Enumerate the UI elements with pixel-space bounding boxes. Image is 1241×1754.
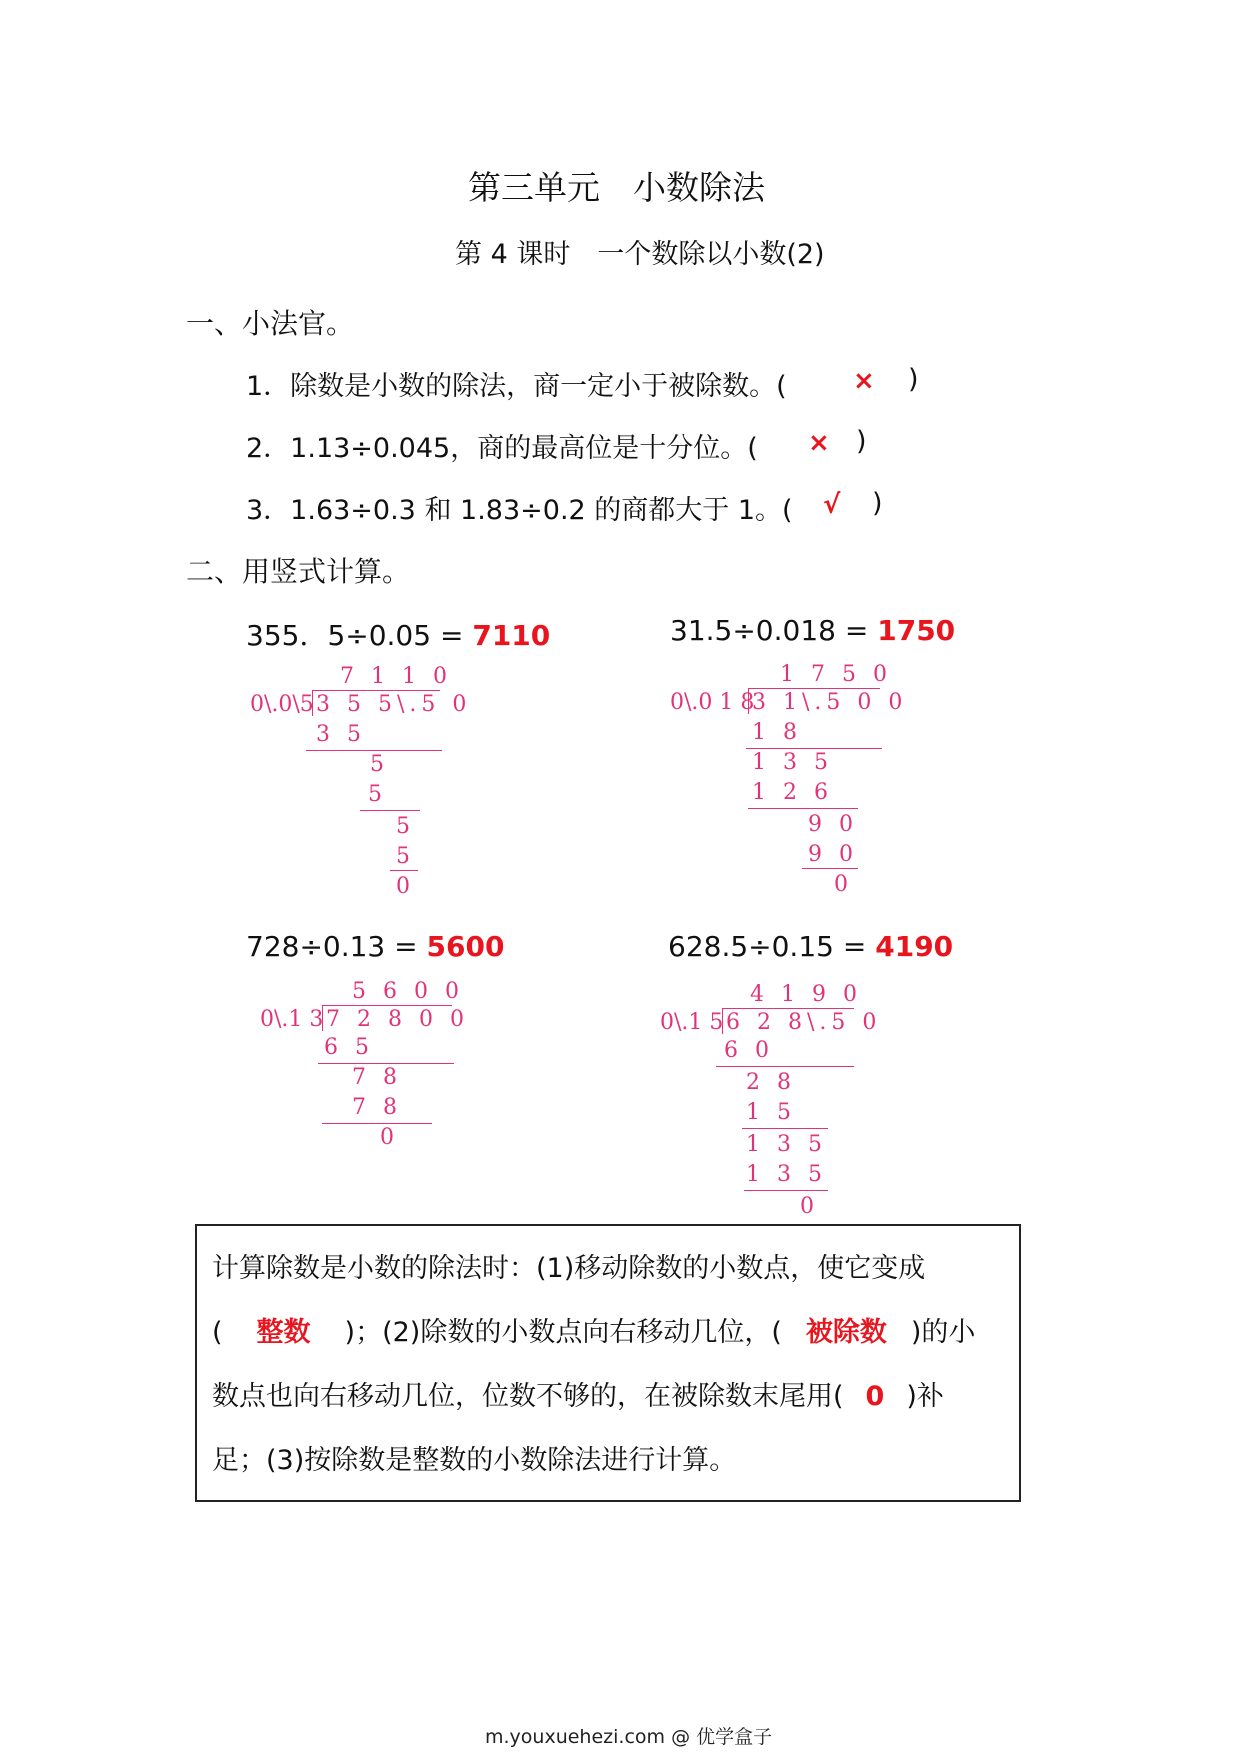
step-row: 5 <box>368 782 387 807</box>
problem-4-equation <box>668 930 953 963</box>
summary-text: 数点也向右移动几位，位数不够的，在被除数末尾用( <box>212 1381 844 1412</box>
summary-line-3 <box>212 1374 944 1413</box>
problem-expression: 31.5÷0.018 = <box>670 614 869 647</box>
problem-expression: 728÷0.13 = <box>246 930 418 963</box>
step-row: 1 3 5 <box>752 750 833 775</box>
step-line <box>318 1063 454 1064</box>
judge-mark-3: √ <box>823 490 841 520</box>
step-row: 5 <box>396 814 415 839</box>
problem-expression: 355．5÷0.05 = <box>246 619 464 652</box>
problem-1-long-division <box>250 662 472 902</box>
problem-2-equation <box>670 614 955 647</box>
divisor: 0\.0\5 <box>250 692 314 717</box>
step-line <box>360 810 420 811</box>
step-row: 7 8 <box>352 1065 402 1090</box>
dividend: 3 1\.5 0 0 <box>752 690 908 715</box>
step-line <box>390 870 418 871</box>
step-row: 6 5 <box>324 1035 374 1060</box>
problem-result: 5600 <box>426 930 505 963</box>
lesson-subtitle: 第 4 课时 一个数除以小数(2) <box>455 239 825 270</box>
step-row: 1 8 <box>752 720 802 745</box>
judge-item-3 <box>246 488 793 527</box>
step-row: 6 0 <box>724 1038 774 1063</box>
problem-2-long-division <box>670 660 908 900</box>
footer-watermark: m.youxuehezi.com @ 优学盒子 <box>485 1726 773 1748</box>
step-row: 9 0 <box>808 812 858 837</box>
step-row: 1 3 5 <box>746 1132 827 1157</box>
page-title: 第三单元 小数除法 <box>468 168 765 207</box>
step-line <box>742 1128 828 1129</box>
judge-mark-2: × <box>808 428 830 458</box>
section-1-heading: 一、小法官。 <box>186 307 355 340</box>
quotient: 7 1 1 0 <box>340 664 452 689</box>
step-row: 9 0 <box>808 842 858 867</box>
step-row: 0 <box>396 874 415 899</box>
step-row: 2 8 <box>746 1070 796 1095</box>
step-row: 5 <box>370 752 389 777</box>
summary-box <box>195 1224 1021 1502</box>
step-line <box>716 1066 854 1067</box>
judge-item-text: 3．1.63÷0.3 和 1.83÷0.2 的商都大于 1。( <box>246 495 793 526</box>
summary-line-1: 计算除数是小数的除法时：(1)移动除数的小数点，使它变成 <box>212 1253 926 1284</box>
fill-blank-dividend: 被除数 <box>805 1317 887 1348</box>
step-row: 1 5 <box>746 1100 796 1125</box>
summary-text: )的小 <box>910 1317 976 1348</box>
summary-text: )补 <box>906 1381 944 1412</box>
step-line <box>802 868 858 869</box>
problem-result: 7110 <box>472 619 551 652</box>
summary-text: ( <box>212 1317 223 1348</box>
step-row: 1 2 6 <box>752 780 833 805</box>
step-row: 7 8 <box>352 1095 402 1120</box>
problem-result: 4190 <box>875 930 954 963</box>
problem-3-equation <box>246 930 504 963</box>
step-row: 0 <box>380 1125 399 1150</box>
division-bar <box>722 1008 854 1009</box>
section-2-heading: 二、用竖式计算。 <box>186 555 411 588</box>
step-line <box>322 1123 432 1124</box>
divisor: 0\.1 3 <box>260 1007 324 1032</box>
judge-item-text: 2．1.13÷0.045，商的最高位是十分位。( <box>246 433 758 464</box>
divisor: 0\.0 1 8 <box>670 690 755 715</box>
problem-3-long-division <box>260 977 469 1167</box>
quotient: 5 6 0 0 <box>352 979 464 1004</box>
problem-1-equation <box>246 614 550 654</box>
divisor: 0\.1 5 <box>660 1010 724 1035</box>
step-row: 5 <box>396 844 415 869</box>
problem-result: 1750 <box>877 614 956 647</box>
judge-mark-1: × <box>853 366 875 396</box>
summary-line-2 <box>212 1310 975 1349</box>
division-bar <box>322 1005 452 1006</box>
judge-item-2 <box>246 426 758 465</box>
quotient: 4 1 9 0 <box>750 982 862 1007</box>
step-line <box>746 748 882 749</box>
step-row: 0 <box>800 1194 819 1219</box>
fill-blank-integer: 整数 <box>256 1317 311 1348</box>
division-bar <box>748 688 880 689</box>
step-row: 1 3 5 <box>746 1162 827 1187</box>
judge-item-1 <box>246 364 787 403</box>
judge-close-3: ) <box>872 488 883 519</box>
dividend: 6 2 8\.5 0 <box>726 1010 882 1035</box>
dividend: 3 5 5\.5 0 <box>316 692 472 717</box>
step-line <box>744 1190 828 1191</box>
division-bar <box>312 690 440 691</box>
step-line <box>748 808 858 809</box>
problem-4-long-division <box>660 980 890 1220</box>
fill-blank-zero: 0 <box>865 1381 885 1412</box>
step-line <box>306 750 442 751</box>
quotient: 1 7 5 0 <box>780 662 892 687</box>
summary-text: )；(2)除数的小数点向右移动几位，( <box>344 1317 782 1348</box>
summary-line-4: 足；(3)按除数是整数的小数除法进行计算。 <box>212 1445 737 1476</box>
step-row: 3 5 <box>316 722 366 747</box>
dividend: 7 2 8 0 0 <box>326 1007 469 1032</box>
judge-close-2: ) <box>856 426 867 457</box>
problem-expression: 628.5÷0.15 = <box>668 930 867 963</box>
judge-close-1: ) <box>908 364 919 395</box>
judge-item-text: 1．除数是小数的除法，商一定小于被除数。( <box>246 371 787 402</box>
step-row: 0 <box>834 872 853 897</box>
